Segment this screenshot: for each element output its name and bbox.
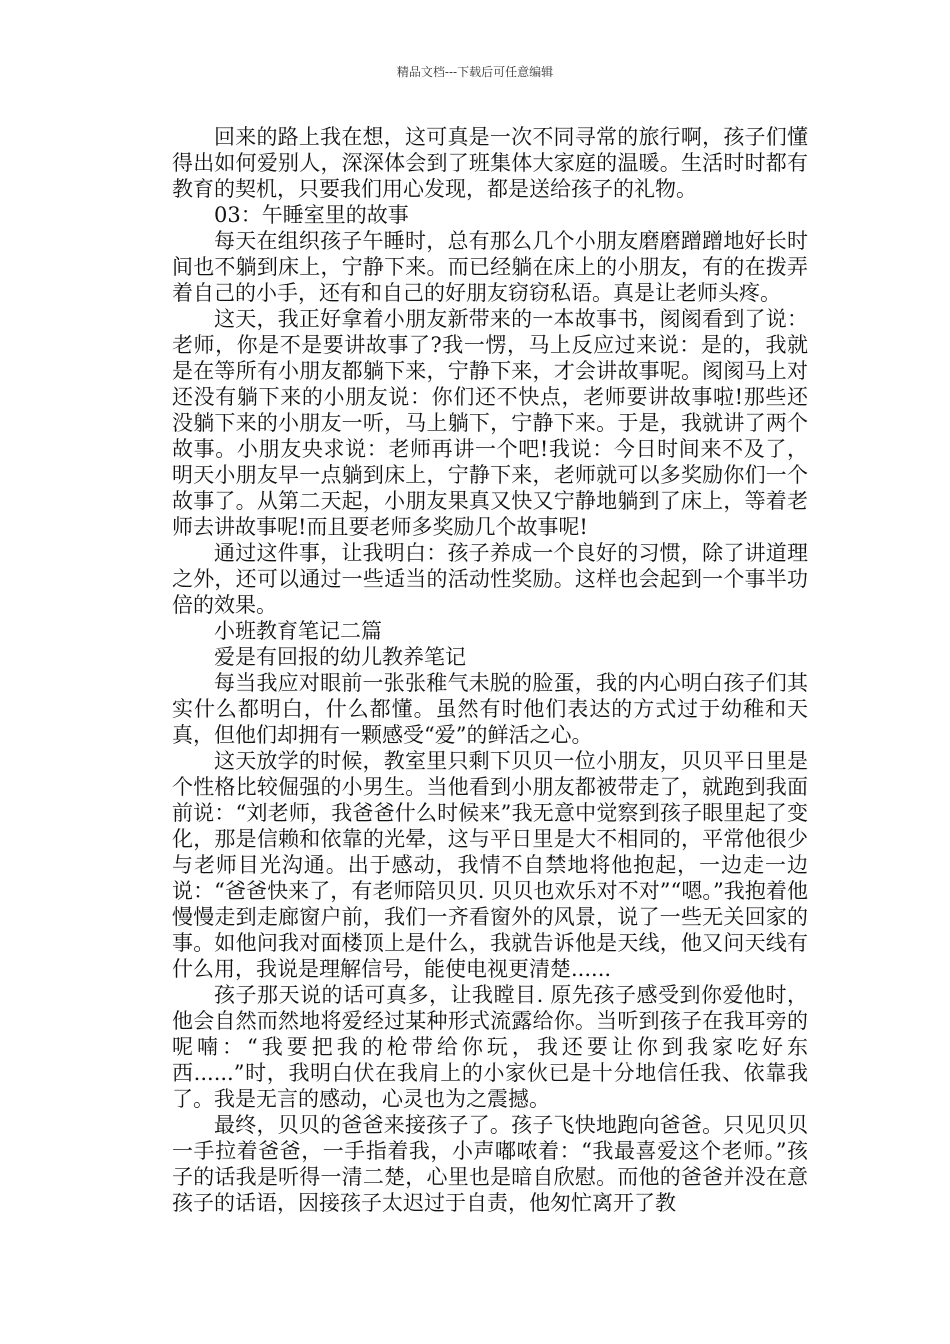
section-heading-nap-room: 03：午睡室里的故事 — [214, 203, 409, 227]
page-header: 精品文档---下载后可任意编辑 — [396, 65, 554, 79]
paragraph-child-talked: 孩子那天说的话可真多，让我瞠目. 原先孩子感受到你爱他时，他会自然而然地将爱经过某种形式流露给你。当听到孩子在我耳旁的呢喃：“我要把我的枪带给你玩，我还要让你到我家吃好东西......”时，我明白伏在我肩上的小家伙已是十分地信任我、依靠我了。我是无言的感动，心灵也为之震撼。 — [172, 983, 808, 1111]
paragraph-innocent-faces: 每当我应对眼前一张张稚气未脱的脸蛋，我的内心明白孩子们其实什么都明白，什么都懂。虽然有时他们表达的方式过于幼稚和天真，但他们却拥有一颗感受“爱”的鲜活之心。 — [172, 671, 808, 747]
paragraph-father-arrives: 最终，贝贝的爸爸来接孩子了。孩子飞快地跑向爸爸。只见贝贝一手拉着爸爸，一手指着我，小声嘟哝着：“我最喜爱这个老师。”孩子的话我是听得一清二楚，心里也是暗自欣慰。而他的爸爸并没在意孩子的话语，因接孩子太迟过于自责，他匆忙离开了教 — [172, 1113, 808, 1215]
section-heading-love-rewarded: 爱是有回报的幼儿教养笔记 — [214, 645, 466, 669]
document-body — [172, 124, 808, 1216]
paragraph-storybook: 这天，我正好拿着小朋友新带来的一本故事书，阂阂看到了说：老师，你是不是要讲故事了?我一愣，马上反应过来说：是的，我就是在等所有小朋友都躺下来，宁静下来，才会讲故事呢。阂阂马上对还没有躺下来的小朋友说：你们还不快点，老师要讲故事啦!那些还没躺下来的小朋友一听，马上躺下，宁静下来。于是，我就讲了两个故事。小朋友央求说：老师再讲一个吧!我说：今日时间来不及了，明天小朋友早一点躺到床上，宁静下来，老师就可以多奖励你们一个故事了。从第二天起，小朋友果真又快又宁静地躺到了床上，等着老师去讲故事呢!而且要老师多奖励几个故事呢! — [172, 307, 808, 539]
section-heading-notes-two: 小班教育笔记二篇 — [214, 619, 382, 643]
paragraph-beibei-after-school: 这天放学的时候，教室里只剩下贝贝一位小朋友，贝贝平日里是个性格比较倔强的小男生。当他看到小朋友都被带走了，就跑到我面前说：“刘老师，我爸爸什么时候来”我无意中觉察到孩子眼里起了变化，那是信赖和依靠的光晕，这与平日里是大不相同的，平常他很少与老师目光沟通。出于感动，我情不自禁地将他抱起，一边走一边说：“爸爸快来了，有老师陪贝贝. 贝贝也欢乐对不对”“嗯。”我抱着他慢慢走到走廊窗户前，我们一齐看窗外的风景，说了一些无关回家的事。如他问我对面楼顶上是什么，我就告诉他是天线，他又问天线有什么用，我说是理解信号，能使电视更清楚...... — [172, 749, 808, 981]
paragraph-trip-reflection: 回来的路上我在想，这可真是一次不同寻常的旅行啊，孩子们懂得出如何爱别人，深深体会到了班集体大家庭的温暖。生活时时都有教育的契机，只要我们用心发现，都是送给孩子的礼物。 — [172, 125, 808, 201]
paragraph-nap-problem: 每天在组织孩子午睡时，总有那么几个小朋友磨磨蹭蹭地好长时间也不躺到床上，宁静下来。而已经躺在床上的小朋友，有的在拨弄着自己的小手，还有和自己的好朋友窃窃私语。真是让老师头疼。 — [172, 229, 808, 305]
paragraph-lesson-learned: 通过这件事，让我明白：孩子养成一个良好的习惯，除了讲道理之外，还可以通过一些适当的活动性奖励。这样也会起到一个事半功倍的效果。 — [172, 541, 808, 617]
